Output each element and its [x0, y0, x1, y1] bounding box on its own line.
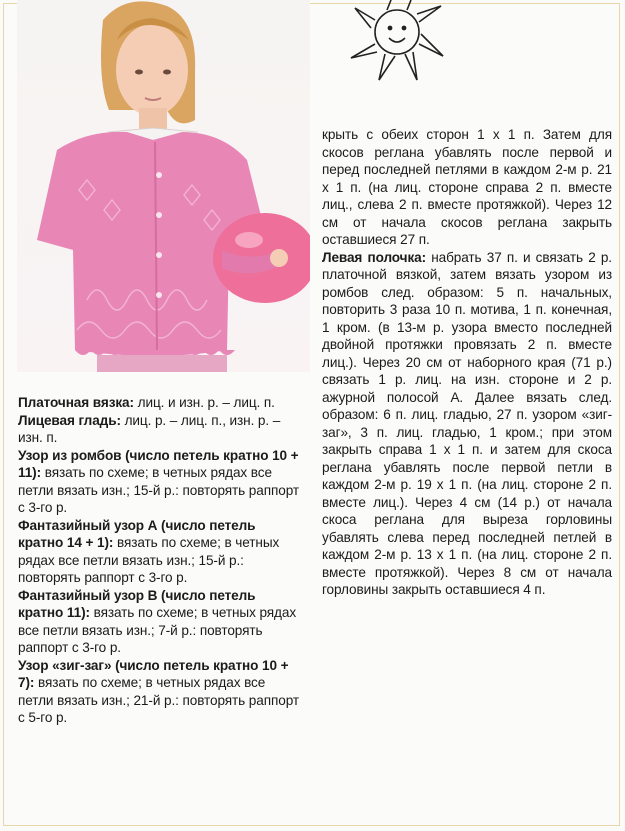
pattern-entry: Фантазийный узор В (число петель кратно 11): вязать по схеме; в четных рядах все петли вязать изн.; 7-й р.: повторять раппорт с 3-го р. — [18, 587, 297, 655]
pattern-entry: Платочная вязка: лиц. и изн. р. – лиц. п. — [18, 395, 275, 410]
left-front-section: Левая полочка: набрать 37 п. и связать 2 р. платочной вязкой, затем вязать узором из ромбов след. образом: 5 п. начальных, повторить 3 раза 10 п. мотива, 1 п. конечная, 1 кром. (в 13-м р. узора вместо последней двойной протяжки провязать 2 п. вместе лиц.). Через 20 см от наборного края (71 р.) связать 1 р. лиц. на изн. стороне и 2 р. ажурной полосой А. Далее вязать след. образом: 6 п. лиц. гладью, 27 п. узором «зиг-заг», 3 п. лиц. гладью, 1 кром.; при этом закрыть справа 1 х 1 п. и затем для скоса реглана убавлять после первой петли в каждом 2-м р. 19 х 1 п. (на лиц. стороне 2 п. вместе лиц.). Через 4 см (14 р.) от начала скоса реглана для выреза горловины убавлять слева перед последней петлей в каждом 2-м р. 13 х 1 п. (на лиц. стороне 2 п. вместе протяжкой). Через 8 см от начала горловины закрыть оставшиеся 4 п. — [322, 249, 612, 597]
left-column-text — [18, 394, 303, 727]
continued-paragraph: крыть с обеих сторон 1 х 1 п. Затем для скосов реглана убавлять после первой и перед последней петлями в каждом 2-м р. 21 х 1 п. (на лиц. стороне справа 2 п. вместе лиц., слева 2 п. вместе протяжкой). Через 12 см от начала скосов реглана закрыть оставшиеся 27 п. — [322, 127, 612, 247]
section-heading: Левая полочка: — [322, 249, 427, 265]
pattern-entry: Узор из ромбов (число петель кратно 10 + 11): вязать по схеме; в четных рядах все петли вязать изн.; 15-й р.: повторять раппорт с 3-го р. — [18, 447, 300, 515]
girl-in-pink-cardigan-photo — [17, 0, 310, 372]
pattern-entry: Узор «зиг-заг» (число петель кратно 10 + 7): вязать по схеме; в четных рядах все петли вязать изн.; 21-й р.: повторять раппорт с 5-го р. — [18, 657, 300, 725]
right-column-text — [322, 126, 612, 599]
pattern-entry: Фантазийный узор А (число петель кратно 14 + 1): вязать по схеме; в четных рядах все петли вязать изн.; 15-й р.: повторять раппорт с 3-го р. — [18, 517, 280, 585]
pattern-entry: Лицевая гладь: лиц. р. – лиц. п., изн. р. – изн. п. — [18, 412, 281, 445]
smiling-sun-icon — [335, 0, 455, 90]
